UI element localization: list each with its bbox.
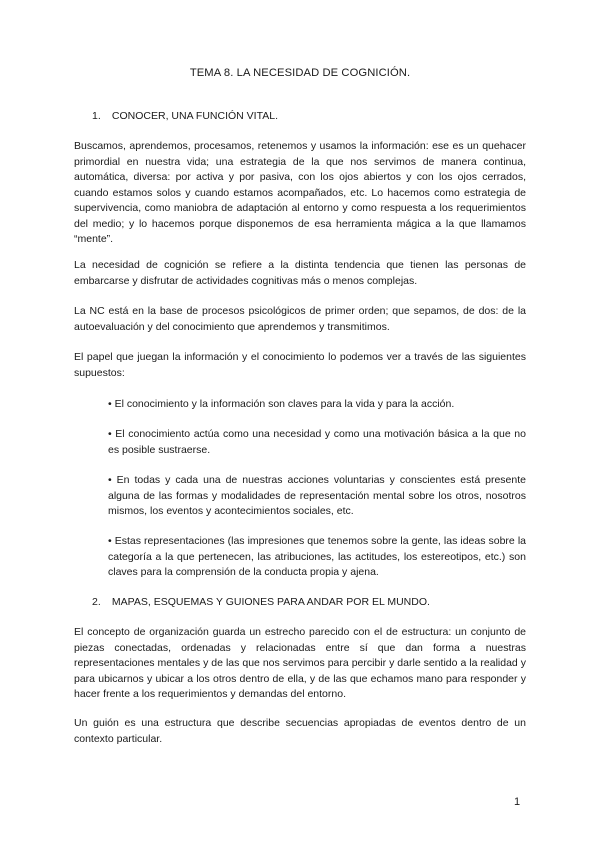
- section-heading-text: CONOCER, UNA FUNCIÓN VITAL.: [111, 110, 278, 122]
- page-title: TEMA 8. LA NECESIDAD DE COGNICIÓN.: [189, 67, 411, 79]
- bullet-item: • El conocimiento y la información son claves para la vida y para la acción.: [108, 398, 455, 410]
- section-number: 1.: [92, 110, 101, 122]
- paragraph: El concepto de organización guarda un estrecho parecido con el de estructura: un conjunto de piezas conectadas, ordenadas y relacionadas entre sí que dan forma a nuestras representaciones mentales y de las que nos servimos para percibir y darle sentido a la realidad y para ubicarnos y ubicar a los otros dentro de ella, y de las que echamos mano para responder y hacer frente a los requerimientos y demandas del entorno.: [74, 626, 526, 700]
- paragraph: La necesidad de cognición se refiere a la distinta tendencia que tienen las personas de embarcarse y disfrutar de actividades cognitivas más o menos complejas.: [74, 259, 526, 287]
- paragraph: Buscamos, aprendemos, procesamos, retenemos y usamos la información: ese es un quehacer primordial en nuestra vida; una estrategia de la que nos servimos de manera continua, automática, diversa: por activa y por pasiva, con los ojos abiertos y con los ojos cerrados, cuando estamos solos y cuando estamos acompañados, etc. Lo hacemos como estrategia de supervivencia, como maniobra de adaptación al entorno y como respuesta a los requerimientos del medio; y lo hacemos porque disponemos de esa herramienta mágica a la que llamamos “mente”.: [74, 140, 526, 245]
- section-number: 2.: [92, 596, 101, 608]
- section-heading-2: [92, 596, 430, 608]
- section-heading-1: [92, 110, 278, 122]
- section-heading-text: MAPAS, ESQUEMAS Y GUIONES PARA ANDAR POR EL MUNDO.: [111, 596, 430, 608]
- bullet-item: • El conocimiento actúa como una necesidad y como una motivación básica a la que no es posible sustraerse.: [108, 428, 526, 456]
- paragraph: La NC está en la base de procesos psicológicos de primer orden; que sepamos, de dos: de la autoevaluación y del conocimiento que aprendemos y transmitimos.: [74, 305, 526, 333]
- bullet-item: • En todas y cada una de nuestras acciones voluntarias y conscientes está presente alguna de las formas y modalidades de representación mental sobre los otros, nosotros mismos, los eventos y acontecimientos sociales, etc.: [108, 474, 526, 517]
- page-number: 1: [514, 796, 521, 808]
- bullet-item: • Estas representaciones (las impresiones que tenemos sobre la gente, las ideas sobre la categoría a la que pertenecen, las atribuciones, las actitudes, los estereotipos, etc.) son claves para la comprensión de la conducta propia y ajena.: [108, 535, 526, 578]
- paragraph: Un guión es una estructura que describe secuencias apropiadas de eventos dentro de un contexto particular.: [74, 717, 526, 745]
- paragraph: El papel que juegan la información y el conocimiento lo podemos ver a través de las siguientes supuestos:: [74, 351, 526, 379]
